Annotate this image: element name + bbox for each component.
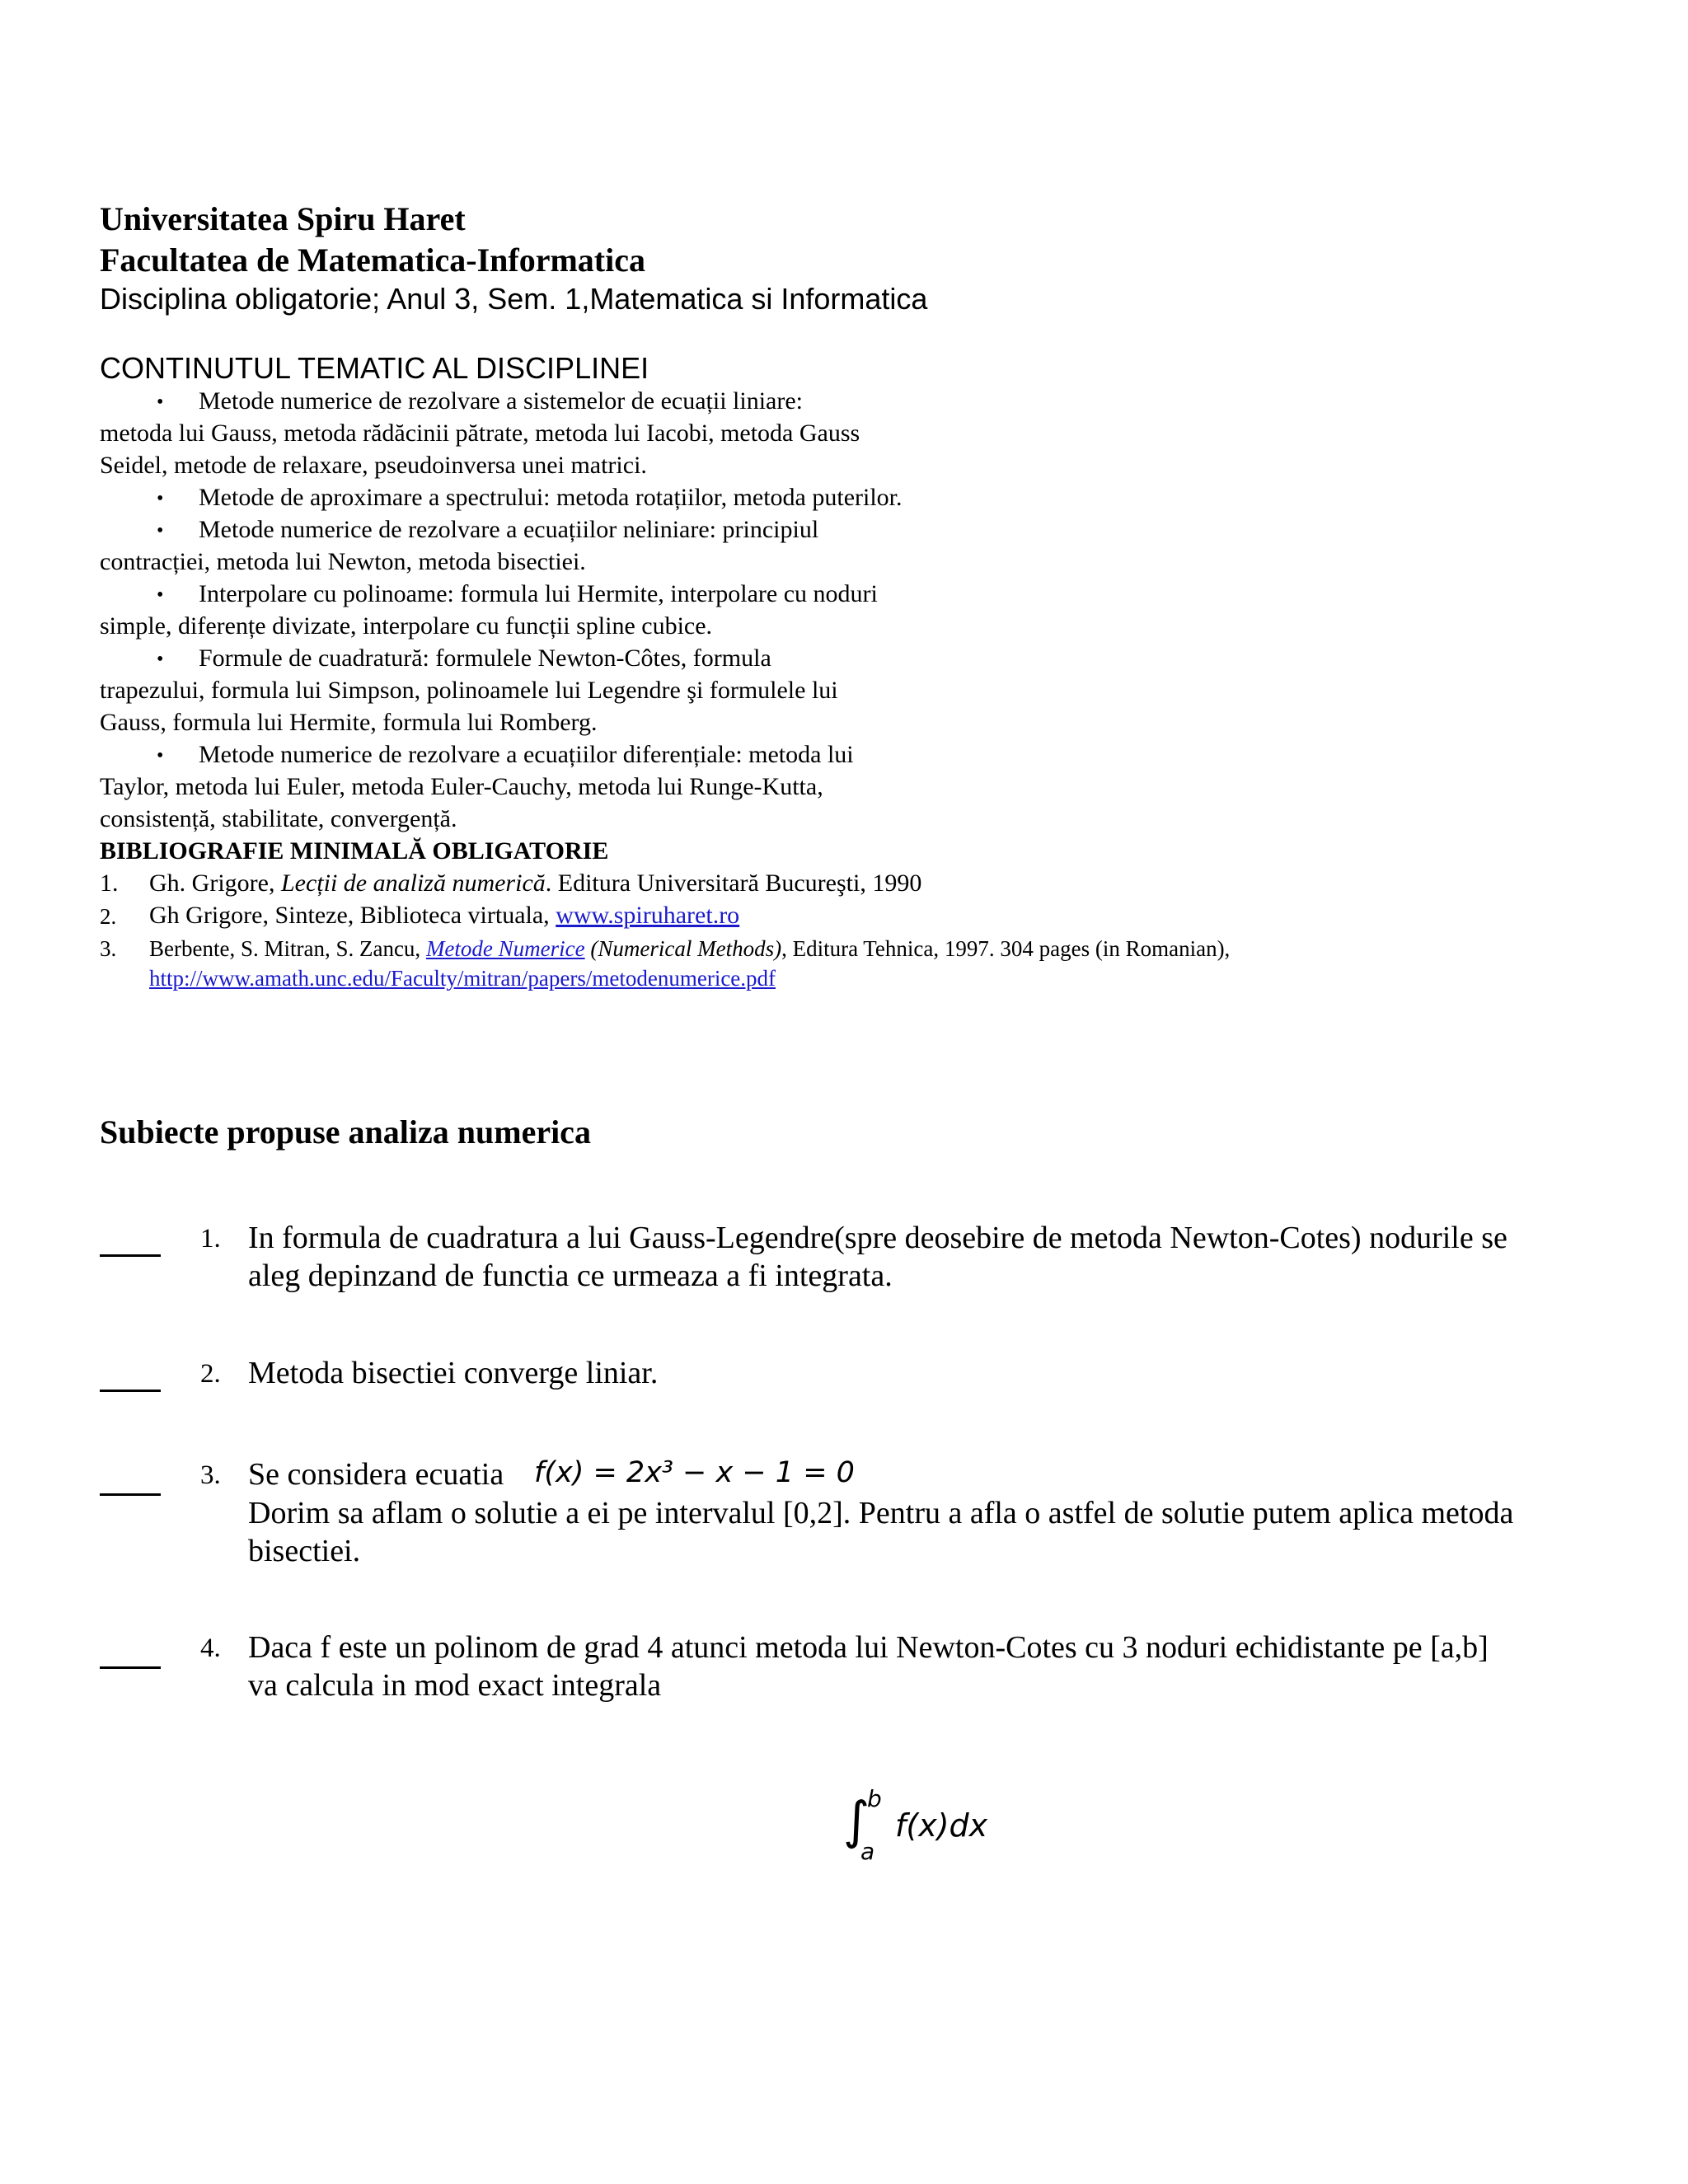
- discipline-line: Disciplina obligatorie; Anul 3, Sem. 1,Matematica si Informatica: [100, 282, 928, 316]
- question-number: 2.: [200, 1359, 221, 1389]
- bib-number: 1.: [100, 869, 119, 897]
- content-item-line: Taylor, metoda lui Euler, metoda Euler-Cauchy, metoda lui Runge-Kutta,: [100, 773, 823, 800]
- answer-blank[interactable]: [100, 1254, 161, 1257]
- metode-numerice-link[interactable]: Metode Numerice: [425, 936, 585, 961]
- bib-title: Lecții de analiză numerică: [280, 869, 546, 897]
- content-item-line: trapezului, formula lui Simpson, polinoamele lui Legendre şi formulele lui: [100, 677, 838, 704]
- bib-author: Gh. Grigore,: [149, 869, 281, 897]
- bib-text: Berbente, S. Mitran, S. Zancu,: [149, 936, 426, 961]
- integral-sign-icon: ∫: [843, 1790, 870, 1850]
- bib-entry-3: [149, 936, 1230, 962]
- bib-publisher: . Editura Universitară Bucureşti, 1990: [545, 869, 922, 897]
- bib-text: Gh Grigore, Sinteze, Biblioteca virtuala,: [149, 902, 556, 929]
- content-title: CONTINUTUL TEMATIC AL DISCIPLINEI: [100, 351, 649, 385]
- question-line: va calcula in mod exact integrala: [248, 1668, 662, 1703]
- university-name: Universitatea Spiru Haret: [100, 200, 466, 237]
- question-line: Se considera ecuatia: [248, 1457, 504, 1492]
- content-item-line: Formule de cuadratură: formulele Newton-Côtes, formula: [199, 644, 771, 672]
- answer-blank[interactable]: [100, 1666, 161, 1669]
- question-number: 1.: [200, 1224, 221, 1254]
- content-item-line: consistență, stabilitate, convergență.: [100, 805, 457, 832]
- bib-number: 3.: [100, 936, 117, 961]
- bullet-icon: •: [157, 584, 164, 606]
- content-item-line: Metode numerice de rezolvare a sistemelor de ecuații liniare:: [199, 387, 803, 415]
- bullet-icon: •: [157, 649, 164, 670]
- content-item-line: Interpolare cu polinoame: formula lui Hermite, interpolare cu noduri: [199, 580, 878, 607]
- content-item-line: Metode numerice de rezolvare a ecuațiilor neliniare: principiul: [199, 516, 819, 543]
- bullet-icon: •: [157, 520, 164, 541]
- bib-number: 2.: [100, 904, 117, 929]
- answer-blank[interactable]: [100, 1390, 161, 1392]
- pdf-url-link[interactable]: http://www.amath.unc.edu/Faculty/mitran/papers/metodenumerice.pdf: [149, 966, 776, 991]
- content-item-line: Seidel, metode de relaxare, pseudoinversa unei matrici.: [100, 452, 647, 479]
- content-item-line: metoda lui Gauss, metoda rădăcinii pătrate, metoda lui Iacobi, metoda Gauss: [100, 419, 860, 447]
- bullet-icon: •: [157, 391, 164, 413]
- answer-blank[interactable]: [100, 1493, 161, 1496]
- equation-formula: f(x) = 2x³ − x − 1 = 0: [534, 1456, 855, 1489]
- questions-title: Subiecte propuse analiza numerica: [100, 1113, 591, 1151]
- bibliography-title: BIBLIOGRAFIE MINIMALĂ OBLIGATORIE: [100, 837, 609, 865]
- content-item-line: Metode de aproximare a spectrului: metoda rotațiilor, metoda puterilor.: [199, 484, 903, 511]
- content-item-line: Metode numerice de rezolvare a ecuațiilor diferențiale: metoda lui: [199, 741, 854, 768]
- integral-upper-limit: b: [867, 1785, 882, 1812]
- bullet-icon: •: [157, 745, 164, 766]
- integral-integrand: f(x)dx: [895, 1807, 988, 1844]
- question-line: Daca f este un polinom de grad 4 atunci metoda lui Newton-Cotes cu 3 noduri echidistante pe [a,b]: [248, 1630, 1489, 1665]
- question-number: 4.: [200, 1633, 221, 1663]
- bib-entry-2: [149, 902, 739, 930]
- question-line: bisectiei.: [248, 1534, 361, 1568]
- content-item-line: Gauss, formula lui Hermite, formula lui Romberg.: [100, 709, 598, 736]
- integral-lower-limit: a: [860, 1838, 875, 1865]
- bib-entry-1: [149, 869, 921, 898]
- content-item-line: contracției, metoda lui Newton, metoda bisectiei.: [100, 548, 586, 575]
- question-line: Metoda bisectiei converge liniar.: [248, 1356, 659, 1390]
- question-line: Dorim sa aflam o solutie a ei pe intervalul [0,2]. Pentru a afla o astfel de solutie putem aplica metoda: [248, 1496, 1514, 1530]
- bib-title-translation: (Numerical Methods): [584, 936, 782, 961]
- question-line: aleg depinzand de functia ce urmeaza a fi integrata.: [248, 1258, 893, 1293]
- faculty-name: Facultatea de Matematica-Informatica: [100, 241, 645, 279]
- question-line: In formula de cuadratura a lui Gauss-Legendre(spre deosebire de metoda Newton-Cotes) nodurile se: [248, 1221, 1507, 1255]
- content-item-line: simple, diferențe divizate, interpolare cu funcții spline cubice.: [100, 612, 713, 640]
- bib-publisher: , Editura Tehnica, 1997. 304 pages (in Romanian),: [781, 936, 1231, 961]
- spiruharet-link[interactable]: www.spiruharet.ro: [556, 902, 740, 929]
- bullet-icon: •: [157, 488, 164, 509]
- question-number: 3.: [200, 1460, 221, 1490]
